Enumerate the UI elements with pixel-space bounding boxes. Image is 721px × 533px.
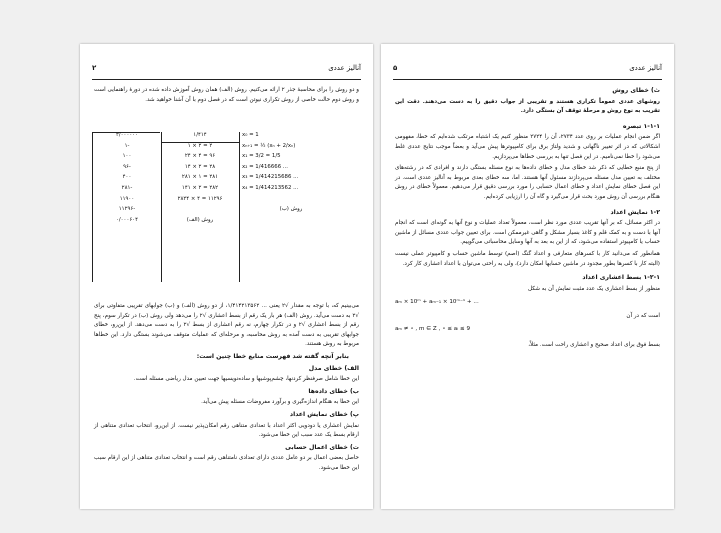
- digit-cell: ۴۰۰: [122, 174, 132, 181]
- paragraph: در اکثر مسائل، که بر آنها تقریب عددی مورد نظر است، معمولاً تعداد عملیات و نوع آنها به گونه‌ای است که انجام آنها با دست و به کمک قلم و کاغذ بسیار مشکل و گاهی غیرممکن است. برای تعیین جواب عددی مسائل از ماشین حساب یا کامپیوتر استفاده می‌شود، که از این به بعد به آنها وسایل محاسباتی می‌گوییم.: [395, 220, 660, 246]
- product-cell: ۲۸۱ × ۱ = ۲۸۱: [181, 174, 219, 181]
- page-header: [393, 64, 662, 78]
- method-b-label: روش (ب): [279, 206, 303, 213]
- product-cell: ۱/۴۱۴: [193, 132, 207, 138]
- section-heading: ۱-۲-۱ بسط اعشاری اعداد: [582, 274, 660, 282]
- section-heading: ث) خطای روش: [612, 87, 660, 94]
- paragraph: است که در آن: [626, 312, 660, 319]
- product-cell: ۲۸۲۴ × ۴ = ۱۱۲۹۶: [177, 195, 223, 202]
- page-header: [92, 64, 361, 78]
- iteration-cell: x₃ = 1/414215686 ...: [242, 174, 299, 181]
- header-title: آنالیز عددی: [328, 64, 361, 72]
- section-heading: ۱-۲ نمایش اعداد: [610, 208, 660, 216]
- header-rule: [92, 79, 361, 80]
- item-heading: ت) خطای اعمال حسابی: [285, 443, 359, 451]
- column-divider-1: [161, 132, 162, 282]
- product-cell: ۱۴ × ۲ = ۲۸: [184, 163, 216, 170]
- paragraph: منظور از بسط اعشاری یک عدد مثبت نمایش آن به شکل: [527, 285, 660, 292]
- iteration-cell: [242, 215, 320, 226]
- sqrt-calculation-table: [90, 130, 320, 298]
- intro-text: و دو روش را برای محاسبهٔ جذر ۲ ارائه می‌کنیم. روش (الف) همان روش آموزش داده شده در دورهٔ راهنمایی است و روش دوم حالت خاصی از روش تکراری نیوتن است که در فصل دوم با آن آشنا خواهید شد.: [94, 87, 359, 103]
- iteration-cell: x₄ = 1/414213562 ...: [242, 184, 299, 191]
- item-heading: الف) خطای مدل: [308, 364, 359, 372]
- right-page: [381, 44, 674, 509]
- product-cell: ۲۴ × ۴ = ۹۶: [184, 153, 216, 160]
- sqrt-digits-column: [94, 130, 160, 225]
- paragraph: می‌بینیم که، با توجه به مقدار √۲ یعنی ... ۱/۴۱۴۲۱۳۵۶۲، از دو روش (الف) و (ب) جوابهای تقریبی متفاوتی برای √۲ به دست می‌آید. روش (الف) هر بار یک رقم از بسط اعشاری √۲ را می‌دهد ولی روش (ب) در تکرار سوم، پنج رقم از بسط اعشاری √۲ و در تکرار چهارم، نه رقم اعشاری از بسط √۲ را به دست می‌دهد. از این‌رو، خطای جوابهای تقریبی به دست آمده به روش محاسبه، و مرحله‌ای که عملیات متوقف می‌شوند بستگی دارد. این خطاها مربوط به روش هستند.: [94, 303, 359, 348]
- header-rule: [393, 79, 662, 80]
- right-body-text: [395, 86, 660, 353]
- iteration-cell: [242, 194, 320, 205]
- intro-paragraph: [94, 86, 359, 107]
- product-cell: ۱۴۱ × ۲ = ۲۸۲: [181, 184, 219, 191]
- paragraph: بنابر آنچه گفته شد فهرست منابع خطا چنین است:: [196, 352, 349, 360]
- item-heading: پ) خطای نمایش اعداد: [289, 410, 359, 418]
- paragraph: همانطور که می‌دانید کار با کسرهای متعارفی و اعداد گنگ (اصم) توسط ماشین حساب و کامپیوتر عملی نیست (البته کار با کسرها بطور مجدود در ماشین حسابها امکان دارد)، ولی به راحتی می‌توان با اعداد اعشاری کار کرد.: [395, 250, 660, 267]
- sqrt-bar-left: [92, 132, 93, 282]
- digit-cell: ۱۱۲۹۶-: [118, 206, 136, 213]
- digit-cell: ۱۱۹۰۰: [119, 195, 135, 202]
- iteration-cell: x₂ = 1/416666 ...: [242, 163, 288, 170]
- products-column: [164, 130, 236, 225]
- page-number: ۵: [393, 64, 398, 72]
- paragraph: روشهای عددی عموماً تکراری هستند و تقریبی از جواب دقیق را به دست می‌دهند. دقت این تقریب به نوع روش و مرحلهٔ توقف آن بستگی دارد.: [395, 98, 660, 115]
- digit-cell: ۱۰۰: [122, 153, 132, 160]
- method-a-label: روش (الف): [186, 216, 214, 223]
- iteration-cell: xₙ₊₁ = ½ (xₙ + 2/xₙ): [242, 142, 296, 149]
- page-number: ۲: [92, 64, 97, 72]
- left-body-text: [94, 302, 359, 476]
- digit-cell: ۰/۰۰۰۶۰۴: [115, 216, 139, 223]
- digit-cell: ۲۸۱-: [121, 184, 133, 191]
- column-divider-2: [239, 132, 240, 282]
- section-heading: ۱-۱-۱ تبصره: [622, 122, 660, 130]
- paragraph: اگر ضمن انجام عملیات بر روی عدد ۲۷۳۴، آن را ۲۷۲۴ منظور کنیم یک اشتباه مرتکب شده‌ایم که خطا، مفهومی اشکالاتی که در اثر تغییر ناگهانی و شدید ولتاژ برق برای کامپیوترها پیش می‌آید و بعضاً موجب نتایج عددی غلط می‌شود را خطا نمی‌نامیم. در این فصل تنها به بررسی خطاها می‌پردازیم.: [395, 134, 660, 160]
- left-page: [80, 44, 373, 509]
- digit-cell: ۹۶-: [123, 163, 131, 170]
- iteration-cell: x₁ = 3/2 = 1/5: [242, 153, 281, 160]
- product-cell: ۱ × ۲ = ۲: [187, 142, 213, 149]
- item-text: این خطا به هنگام اندازه‌گیری و برآورد مفروضات مسئله پیش می‌آید.: [201, 399, 359, 406]
- expansion-formula: aₘ × 10ᵐ + aₘ₋₁ × 10ᵐ⁻¹ + ...: [395, 299, 479, 306]
- header-title: آنالیز عددی: [629, 64, 662, 72]
- item-heading: ب) خطای داده‌ها: [308, 387, 359, 395]
- item-text: نمایش اعشاری یا دودویی اکثر اعداد با تعدادی متناهی رقم امکان‌پذیر نیست. از این‌رو، انتخاب تعدادی متناهی از ارقام بسط یک عدد سبب این خطا می‌شود.: [94, 422, 359, 439]
- digit-constraint-formula: aₘ ≠ ∘ , m ∈ Z , ∘ ≤ aᵢ ≤ 9: [395, 326, 471, 333]
- digit-cell: ۲/۰۰۰۰۰۰: [115, 132, 139, 138]
- iteration-cell: x₀ = 1: [242, 132, 259, 138]
- digit-cell: ۱-: [124, 142, 130, 149]
- product-cell: [164, 204, 236, 215]
- item-text: حاصل بعضی اعمال بر دو عامل عددی دارای تعدادی نامتناهی رقم است و انتخاب تعدادی متناهی از این ارقام سبب این خطا می‌شود.: [94, 455, 359, 471]
- paragraph: از پنج منبع خطایی که ذکر شد خطای مدل و خطای داده‌ها به نوع مسئله بستگی دارند و افرادی که در رشته‌های مختلف به تعیین مدل مسئله می‌پردازند مسئول آنها هستند. اما، سه خطای بعدی مربوط به آنالیز عددی است. در این فصل خطای نمایش اعداد و خطای اعمال حسابی را مورد بررسی دقیق قرار می‌دهیم. معمولاً خطای در روش هنگام بررسی آن روش مورد بحث قرار می‌گیرد و گاه آن را ارزیابی کرده‌ایم.: [395, 165, 660, 200]
- newton-iteration-column: [242, 130, 320, 225]
- paragraph: بسط فوق برای اعداد صحیح و اعشاری راحت است. مثلاً،: [528, 342, 660, 349]
- item-text: این خطا شامل صرفنظر کردنها، چشم‌پوشیها و ساده‌نویسیها جهت تعیین مدل ریاضی مسئله است.: [133, 376, 359, 383]
